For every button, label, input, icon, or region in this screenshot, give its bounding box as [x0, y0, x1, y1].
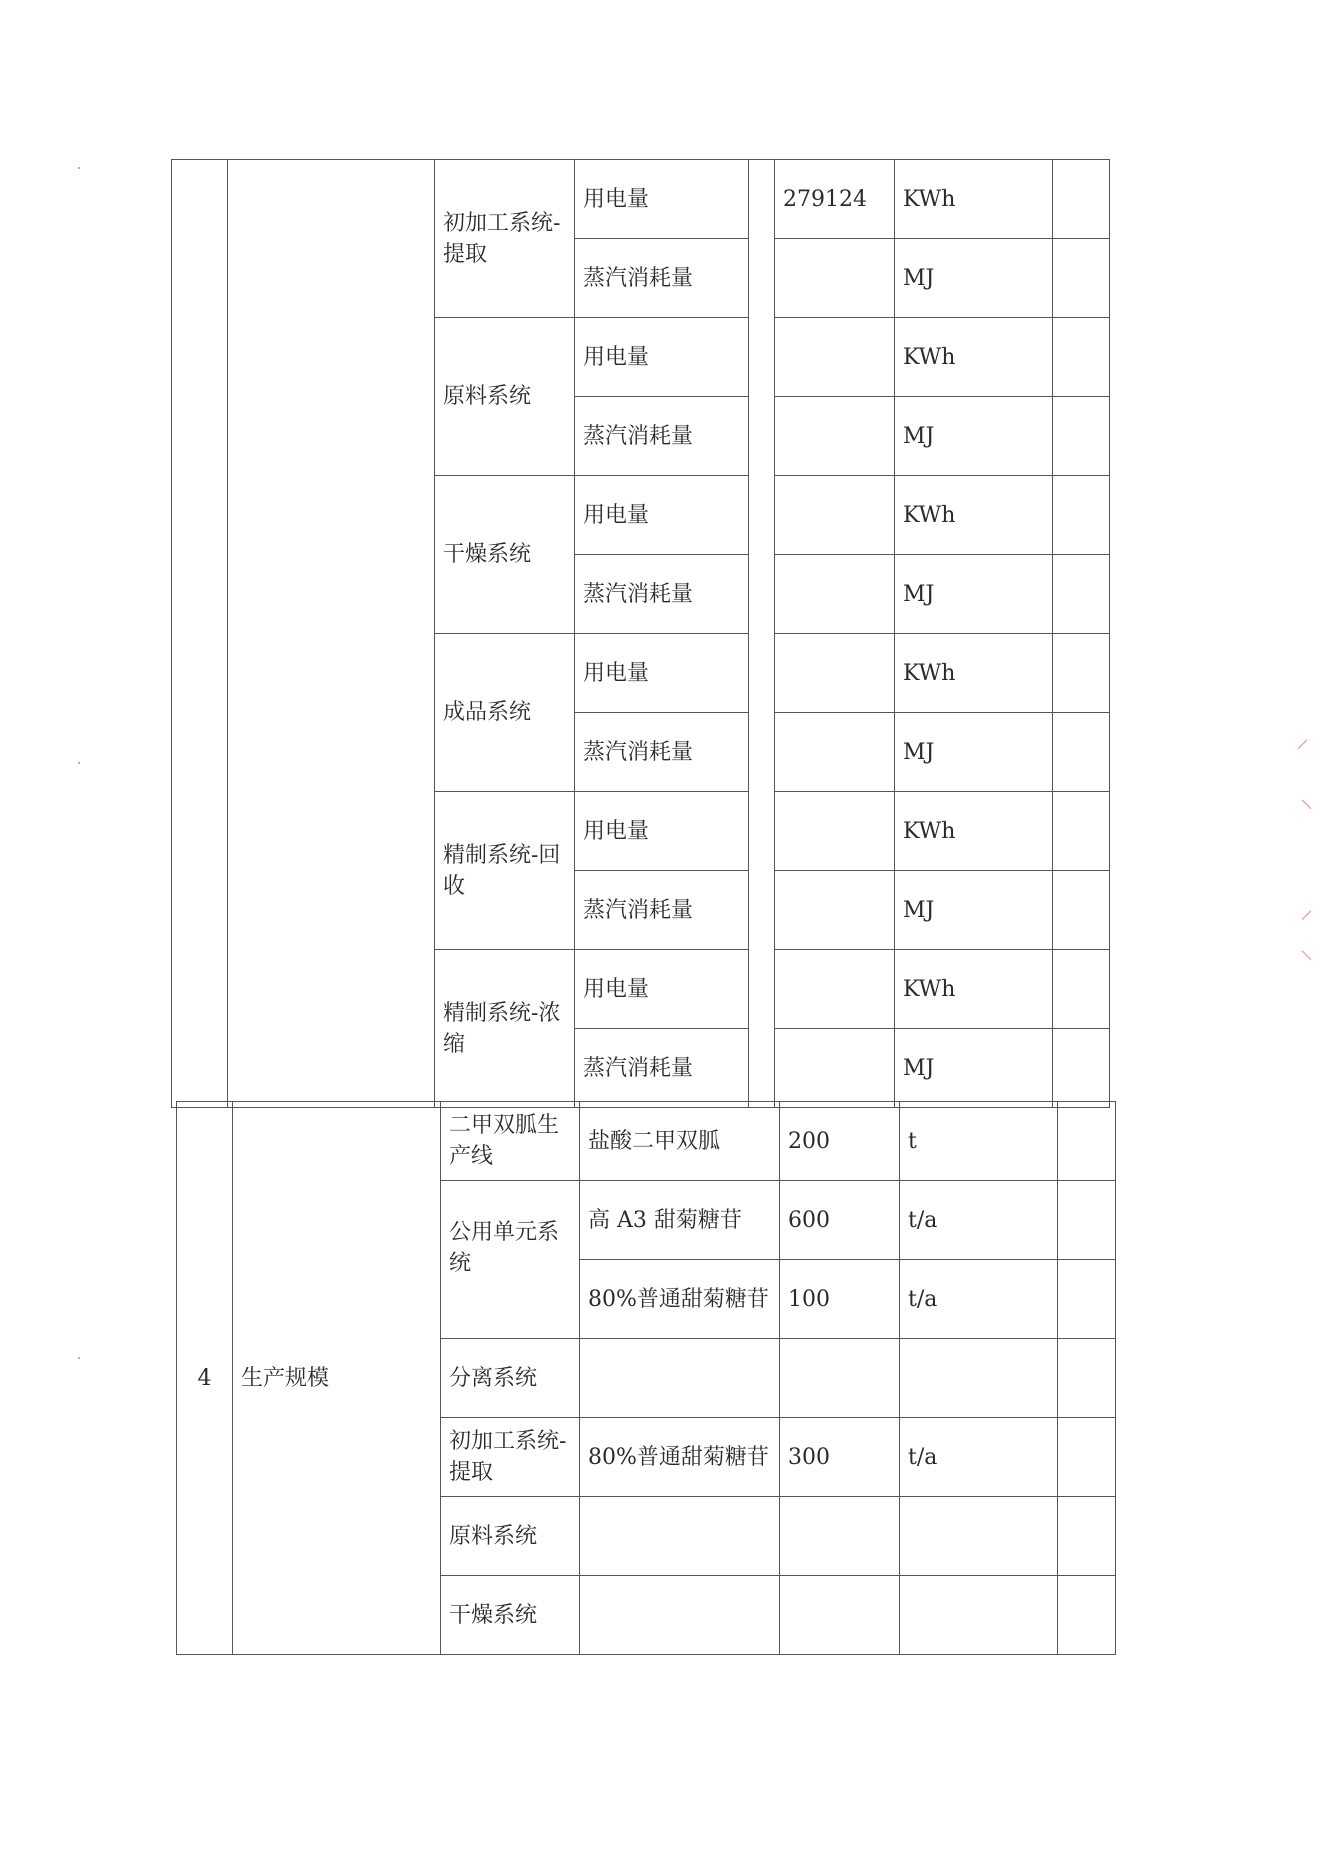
- index-cell-empty: [172, 160, 228, 1108]
- value-cell: 279124: [775, 160, 895, 239]
- scan-speck: [78, 762, 80, 764]
- remark-cell: [1058, 1181, 1116, 1260]
- item-cell: 用电量: [575, 160, 749, 239]
- value-cell: [775, 950, 895, 1029]
- item-cell: 蒸汽消耗量: [575, 1029, 749, 1108]
- table-row: [172, 160, 1110, 239]
- value-cell: [775, 397, 895, 476]
- remark-cell: [1058, 1497, 1116, 1576]
- remark-cell: [1053, 160, 1110, 239]
- value-cell: 100: [780, 1260, 900, 1339]
- value-cell: [775, 476, 895, 555]
- stamp-fragment: ⸍: [1296, 735, 1310, 765]
- item-cell: 用电量: [575, 476, 749, 555]
- system-cell: 精制系统-回收: [435, 792, 575, 950]
- scan-speck: [78, 1357, 80, 1359]
- value-cell: [780, 1339, 900, 1418]
- unit-cell: MJ: [895, 1029, 1053, 1108]
- remark-cell: [1053, 397, 1110, 476]
- table-row: [177, 1102, 1116, 1181]
- system-cell: 公用单元系统: [441, 1181, 580, 1339]
- unit-cell: KWh: [895, 792, 1053, 871]
- index-cell: 4: [177, 1102, 233, 1655]
- unit-cell: t/a: [900, 1418, 1058, 1497]
- unit-cell: MJ: [895, 713, 1053, 792]
- remark-cell: [1053, 555, 1110, 634]
- item-cell: 蒸汽消耗量: [575, 555, 749, 634]
- remark-cell: [1053, 950, 1110, 1029]
- unit-cell: KWh: [895, 634, 1053, 713]
- unit-cell: [900, 1339, 1058, 1418]
- value-cell: 600: [780, 1181, 900, 1260]
- system-cell: 二甲双胍生产线: [441, 1102, 580, 1181]
- unit-cell: KWh: [895, 476, 1053, 555]
- stamp-fragment: ⸝: [1300, 895, 1314, 925]
- value-cell: 300: [780, 1418, 900, 1497]
- item-cell: 用电量: [575, 792, 749, 871]
- unit-cell: t/a: [900, 1260, 1058, 1339]
- system-cell: 原料系统: [435, 318, 575, 476]
- system-cell: 初加工系统-提取: [441, 1418, 580, 1497]
- energy-consumption-table: [171, 159, 1110, 1108]
- unit-cell: t/a: [900, 1181, 1058, 1260]
- value-cell: [775, 1029, 895, 1108]
- system-cell: 原料系统: [441, 1497, 580, 1576]
- unit-cell: [900, 1497, 1058, 1576]
- product-cell: 盐酸二甲双胍: [580, 1102, 780, 1181]
- system-cell: 分离系统: [441, 1339, 580, 1418]
- remark-cell: [1058, 1102, 1116, 1181]
- category-cell: 生产规模: [233, 1102, 441, 1655]
- item-cell: 蒸汽消耗量: [575, 239, 749, 318]
- item-cell: 蒸汽消耗量: [575, 871, 749, 950]
- value-cell: [780, 1497, 900, 1576]
- product-cell: [580, 1497, 780, 1576]
- item-cell: 用电量: [575, 318, 749, 397]
- system-cell: 成品系统: [435, 634, 575, 792]
- remark-cell: [1058, 1260, 1116, 1339]
- unit-cell: MJ: [895, 239, 1053, 318]
- remark-cell: [1058, 1339, 1116, 1418]
- item-cell: 用电量: [575, 950, 749, 1029]
- unit-cell: MJ: [895, 555, 1053, 634]
- value-cell: [775, 713, 895, 792]
- value-cell: [775, 555, 895, 634]
- stamp-fragment: ⸜: [1300, 935, 1314, 965]
- product-cell: 高 A3 甜菊糖苷: [580, 1181, 780, 1260]
- unit-cell: KWh: [895, 318, 1053, 397]
- item-cell: 用电量: [575, 634, 749, 713]
- unit-cell: [900, 1576, 1058, 1655]
- category-cell-empty: [228, 160, 435, 1108]
- unit-cell: MJ: [895, 871, 1053, 950]
- item-cell: 蒸汽消耗量: [575, 397, 749, 476]
- unit-cell: KWh: [895, 950, 1053, 1029]
- scan-speck: [78, 167, 80, 169]
- system-cell: 精制系统-浓缩: [435, 950, 575, 1108]
- remark-cell: [1053, 476, 1110, 555]
- remark-cell: [1053, 792, 1110, 871]
- remark-cell: [1058, 1418, 1116, 1497]
- production-scale-table: [176, 1101, 1116, 1655]
- remark-cell: [1058, 1576, 1116, 1655]
- remark-cell: [1053, 318, 1110, 397]
- unit-cell: t: [900, 1102, 1058, 1181]
- stamp-fragment: ⸌: [1300, 795, 1314, 825]
- value-cell: [775, 634, 895, 713]
- product-cell: 80%普通甜菊糖苷: [580, 1260, 780, 1339]
- spacer-cell: [749, 160, 775, 1108]
- unit-cell: MJ: [895, 397, 1053, 476]
- item-cell: 蒸汽消耗量: [575, 713, 749, 792]
- system-cell: 初加工系统-提取: [435, 160, 575, 318]
- product-cell: 80%普通甜菊糖苷: [580, 1418, 780, 1497]
- value-cell: [780, 1576, 900, 1655]
- value-cell: 200: [780, 1102, 900, 1181]
- product-cell: [580, 1339, 780, 1418]
- system-cell: 干燥系统: [435, 476, 575, 634]
- value-cell: [775, 871, 895, 950]
- remark-cell: [1053, 871, 1110, 950]
- remark-cell: [1053, 1029, 1110, 1108]
- remark-cell: [1053, 239, 1110, 318]
- value-cell: [775, 792, 895, 871]
- remark-cell: [1053, 634, 1110, 713]
- unit-cell: KWh: [895, 160, 1053, 239]
- remark-cell: [1053, 713, 1110, 792]
- value-cell: [775, 239, 895, 318]
- product-cell: [580, 1576, 780, 1655]
- value-cell: [775, 318, 895, 397]
- system-cell: 干燥系统: [441, 1576, 580, 1655]
